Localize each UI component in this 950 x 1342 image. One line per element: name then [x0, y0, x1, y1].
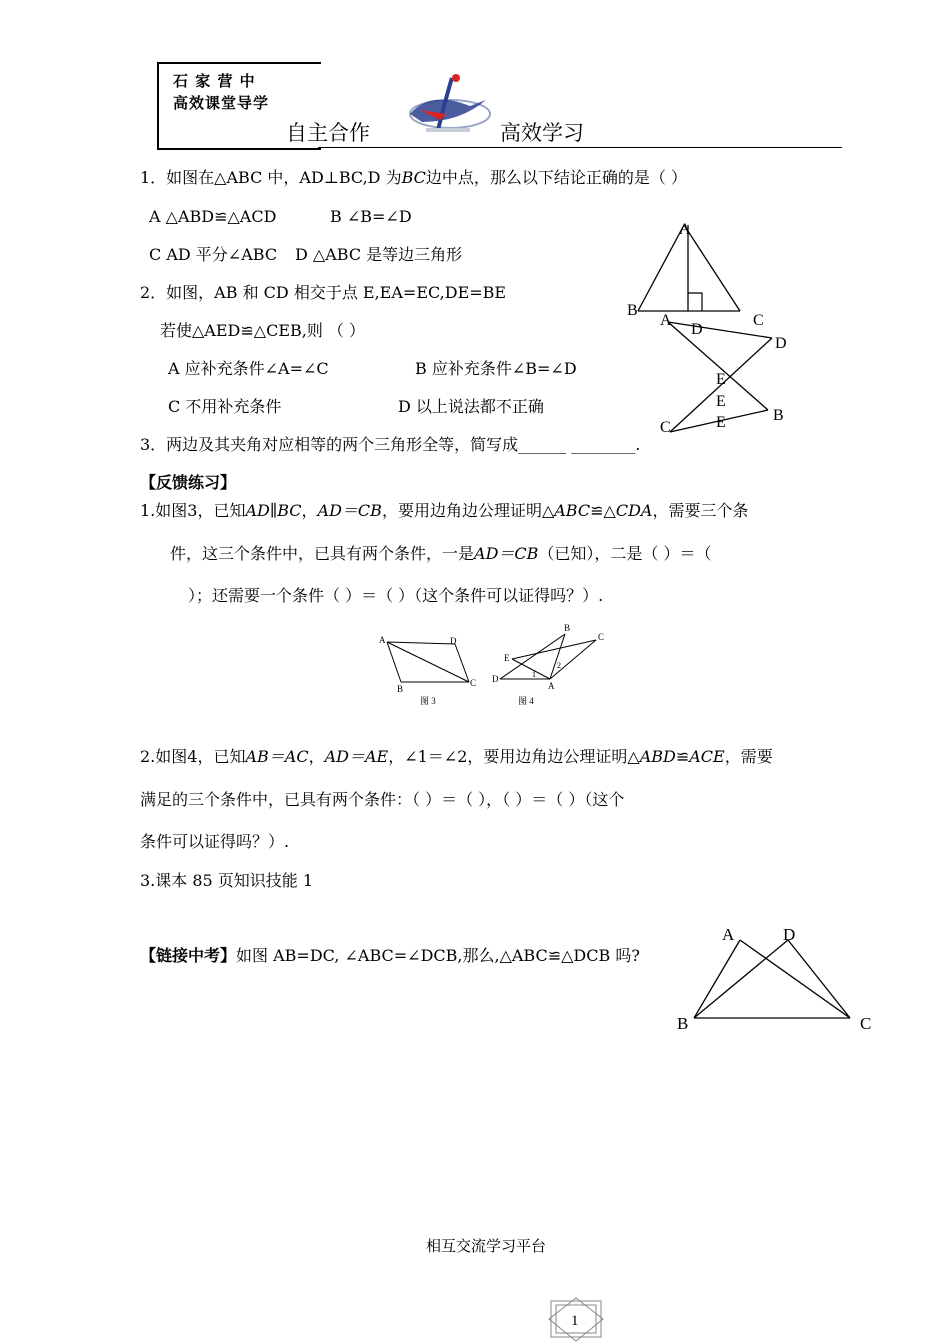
feedback-heading: 【反馈练习】 — [140, 473, 237, 492]
page-number-frame — [547, 1297, 605, 1342]
fig3-label-b: B — [397, 684, 404, 694]
fig2-label-c: C — [660, 419, 671, 436]
fig3-caption: 图 3 — [420, 696, 436, 706]
header-divider — [318, 147, 842, 148]
fig4-angle-1: 1 — [532, 670, 536, 679]
fig2-label-d: D — [775, 335, 787, 352]
fig4-caption: 图 4 — [518, 696, 534, 706]
figure-4-triangles — [488, 620, 613, 710]
q2-stem: 2．如图，AB 和 CD 相交于点 E,EA=EC,DE=BE — [140, 283, 507, 302]
fig2-label-a: A — [660, 312, 672, 329]
feedback-p2-line1: 2.如图4，已知AB＝AC，AD＝AE，∠1＝∠2，要用边角边公理证明△ABD≌ACE，需要 — [140, 747, 773, 766]
page-number: 1 — [571, 1313, 579, 1329]
feedback-p3: 3.课本 85 页知识技能 1 — [140, 871, 314, 890]
fig4-label-a: A — [548, 681, 555, 691]
fig2-label-e1: E — [716, 371, 726, 388]
figure-bowtie-aecb — [650, 310, 800, 440]
fig2-label-b: B — [773, 407, 784, 424]
footer-text: 相互交流学习平台 — [426, 1237, 547, 1255]
q2-condition: 若使△AED≌△CEB,则 （ ） — [160, 321, 366, 340]
school-name: 石 家 营 中 — [173, 72, 256, 90]
fig2-label-e2: E — [716, 393, 726, 410]
q1-stem: 1．如图在△ABC 中，AD⊥BC,D 为BC边中点，那么以下结论正确的是（ ） — [140, 168, 687, 187]
motto-right: 高效学习 — [500, 121, 584, 145]
fig1-label-c: C — [753, 312, 764, 329]
feedback-p1-line1: 1.如图3，已知AD∥BC，AD＝CB，要用边角边公理证明△ABC≌△CDA，需要三个条 — [140, 501, 749, 520]
school-subtitle: 高效课堂导学 — [173, 94, 270, 112]
fig4-label-c: C — [598, 632, 605, 642]
link-exam — [140, 946, 640, 966]
fig1-label-a: A — [679, 221, 691, 238]
q2-option-b: B 应补充条件∠B=∠D — [415, 359, 577, 378]
q1-option-a: A △ABD≌△ACD — [149, 207, 277, 226]
figure-triangles-abc-dcb — [670, 920, 885, 1035]
q1-option-b: B ∠B=∠D — [330, 207, 412, 226]
fig5-label-b: B — [677, 1014, 689, 1033]
q1-option-d: D △ABC 是等边三角形 — [295, 245, 463, 264]
fig2-label-e3: E — [716, 414, 726, 431]
motto-left: 自主合作 — [286, 121, 370, 145]
fig3-label-d: D — [450, 636, 457, 646]
fig3-label-a: A — [379, 635, 386, 645]
q1-option-c: C AD 平分∠ABC — [149, 245, 278, 264]
link-heading: 【链接中考】 — [140, 946, 237, 965]
feedback-p2-line2: 满足的三个条件中，已具有两个条件：（ ）＝（ ），（ ）＝（ ）（这个 — [140, 790, 625, 809]
fig4-label-d: D — [492, 674, 499, 684]
link-text: 如图 AB=DC, ∠ABC=∠DCB,那么,△ABC≌△DCB 吗? — [236, 946, 640, 965]
fig4-label-b: B — [564, 623, 571, 633]
fig3-label-c: C — [470, 678, 477, 688]
figure-3-parallelogram — [375, 630, 485, 710]
q2-option-c: C 不用补充条件 — [168, 397, 282, 416]
feedback-p2-line3: 条件可以证得吗？）. — [140, 832, 290, 851]
feedback-p1-line2: 件，这三个条件中，已具有两个条件，一是AD＝CB（已知），二是（ ）＝（ — [170, 544, 712, 563]
q2-option-d: D 以上说法都不正确 — [398, 397, 544, 416]
fig5-label-d: D — [783, 925, 796, 944]
feedback-p1-line3: ）；还需要一个条件（ ）＝（ ）（这个条件可以证得吗？）. — [188, 586, 604, 605]
school-logo — [400, 70, 492, 142]
q2-option-a: A 应补充条件∠A=∠C — [168, 359, 329, 378]
fig5-label-a: A — [722, 925, 735, 944]
fig5-label-c: C — [860, 1014, 872, 1033]
q3-text: 3．两边及其夹角对应相等的两个三角形全等，简写成______ ________. — [140, 435, 641, 454]
fig1-label-d: D — [691, 321, 703, 338]
fig4-angle-2: 2 — [557, 661, 561, 670]
fig1-label-b: B — [627, 302, 638, 319]
fig4-label-e: E — [504, 653, 510, 663]
